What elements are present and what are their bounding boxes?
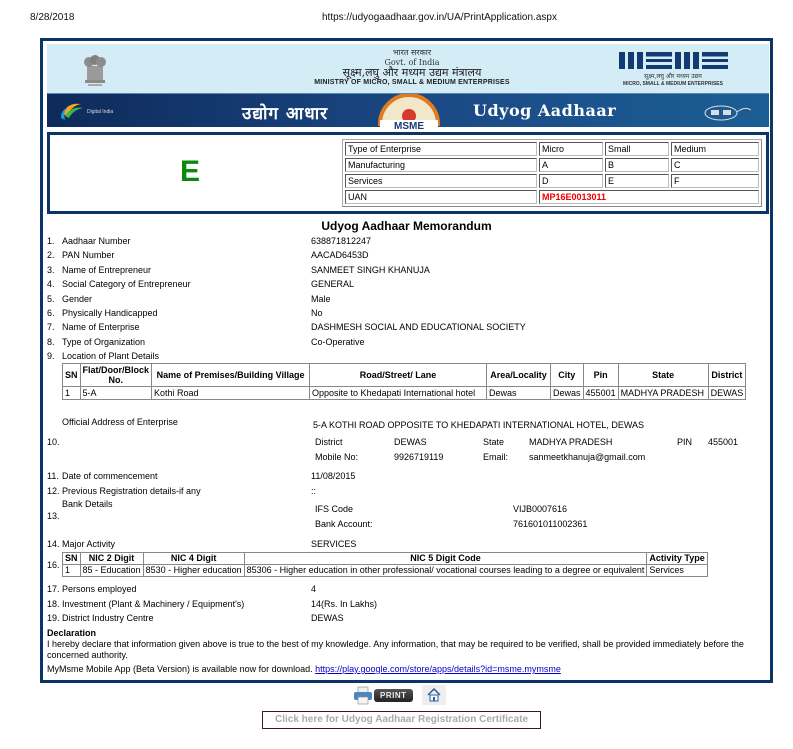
table-cell: 8530 - Higher education — [143, 565, 244, 577]
home-icon — [427, 688, 441, 702]
ministry-banner — [47, 44, 769, 93]
field-value: GENERAL — [311, 279, 355, 289]
national-emblem-icon — [75, 50, 115, 88]
pin-value: 455001 — [708, 437, 739, 447]
field-value: 4 — [311, 584, 317, 594]
field-number: 14. — [47, 539, 60, 549]
column-header: Activity Type — [647, 553, 707, 565]
table-cell: Kothi Road — [152, 387, 310, 400]
table-cell: Manufacturing — [345, 158, 537, 172]
table-cell: Services — [647, 565, 707, 577]
field-value: 638871812247 — [311, 236, 372, 246]
column-header: City — [551, 364, 584, 387]
field-value: DASHMESH SOCIAL AND EDUCATIONAL SOCIETY — [311, 322, 526, 332]
table-cell: Type of Enterprise — [345, 142, 537, 156]
msme-sub-english: MICRO, SMALL & MEDIUM ENTERPRISES — [623, 81, 723, 87]
print-header — [0, 12, 793, 26]
table-cell: DEWAS — [708, 387, 746, 400]
email-value: sanmeetkhanuja@gmail.com — [529, 452, 646, 462]
ifs-label: IFS Code — [315, 504, 354, 514]
table-cell: D — [539, 174, 603, 188]
field-value: No — [311, 308, 323, 318]
pin-label: PIN — [677, 437, 693, 447]
app-notice-text: MyMsme Mobile App (Beta Version) is available now for download. — [47, 664, 316, 674]
column-header: Area/Locality — [487, 364, 551, 387]
field-label: Previous Registration details-if any — [62, 486, 201, 496]
table-row — [345, 158, 759, 172]
column-header: NIC 5 Digit Code — [244, 553, 647, 565]
field-number: 2. — [47, 250, 55, 260]
table-cell: 85 - Education — [80, 565, 143, 577]
field-value: DEWAS — [311, 613, 344, 623]
field-value: Male — [311, 294, 331, 304]
msme-wordmark-icon — [603, 52, 743, 69]
ifs-value: VIJB0007616 — [513, 504, 568, 514]
column-header: District — [708, 364, 746, 387]
cloud-logo-icon — [701, 102, 753, 122]
field-label: Social Category of Entrepreneur — [62, 279, 191, 289]
field-number: 7. — [47, 322, 55, 332]
field-number: 8. — [47, 337, 55, 347]
table-cell: B — [605, 158, 669, 172]
email-label: Email: — [483, 452, 509, 462]
app-notice — [47, 664, 561, 674]
field-value: SERVICES — [311, 539, 357, 549]
table-cell: 455001 — [583, 387, 618, 400]
field-label: Investment (Plant & Machinery / Equipment's) — [62, 599, 245, 609]
table-cell: E — [605, 174, 669, 188]
gov-english: Govt. of India — [384, 58, 440, 67]
enterprise-category-letter: E — [180, 155, 201, 188]
udyog-aadhaar-english: Udyog Aadhaar — [473, 101, 617, 120]
table-cell: Services — [345, 174, 537, 188]
udyog-aadhaar-hindi: उद्योग आधार — [242, 104, 329, 124]
field-number: 12. — [47, 486, 60, 496]
table-row — [345, 142, 759, 156]
column-header: Road/Street/ Lane — [310, 364, 487, 387]
nic-code-table — [62, 552, 708, 577]
column-header: SN — [63, 364, 81, 387]
table-cell: Opposite to Khedapati International hotel — [310, 387, 487, 400]
gov-hindi: भारत सरकार — [392, 48, 432, 57]
field-number: 10. — [47, 437, 60, 447]
field-label: Location of Plant Details — [62, 351, 160, 361]
field-number: 9. — [47, 351, 55, 361]
bank-account-value: 761601011002361 — [513, 519, 588, 529]
field-label: Persons employed — [62, 584, 137, 594]
column-header: SN — [63, 553, 81, 565]
state-value: MADHYA PRADESH — [529, 437, 613, 447]
printer-icon — [353, 685, 373, 705]
district-label: District — [315, 437, 343, 447]
table-row — [63, 565, 708, 577]
msme-sub-hindi: सूक्ष्म,लघु और मध्यम उद्यम — [644, 73, 702, 80]
ministry-hindi: सूक्ष्म,लघु और मध्यम उद्यम मंत्रालय — [342, 66, 482, 79]
table-row — [63, 387, 746, 400]
column-header: NIC 4 Digit — [143, 553, 244, 565]
table-cell: Medium — [671, 142, 759, 156]
enterprise-type-table — [342, 139, 762, 207]
field-value: Co-Operative — [311, 337, 365, 347]
field-label: Type of Organization — [62, 337, 146, 347]
field-label: Major Activity — [62, 539, 116, 549]
table-cell: Dewas — [551, 387, 584, 400]
print-label: PRINT — [374, 689, 413, 702]
field-number: 3. — [47, 265, 55, 275]
uan-value: MP16E0013011 — [539, 190, 759, 204]
print-button[interactable] — [353, 685, 419, 705]
table-cell: Small — [605, 142, 669, 156]
table-row — [345, 174, 759, 188]
table-row — [345, 190, 759, 204]
field-label: Date of commencement — [62, 471, 158, 481]
field-number: 4. — [47, 279, 55, 289]
column-header: Name of Premises/Building Village — [152, 364, 310, 387]
official-address: 5-A KOTHI ROAD OPPOSITE TO KHEDAPATI INTERNATIONAL HOTEL, DEWAS — [313, 420, 645, 430]
column-header: NIC 2 Digit — [80, 553, 143, 565]
field-label: District Industry Centre — [62, 613, 154, 623]
field-number: 1. — [47, 236, 55, 246]
field-number: 6. — [47, 308, 55, 318]
print-url: https://udyogaadhaar.gov.in/UA/PrintApplication.aspx — [322, 12, 557, 23]
district-value: DEWAS — [394, 437, 427, 447]
ministry-english: MINISTRY OF MICRO, SMALL & MEDIUM ENTERPRISES — [314, 79, 510, 86]
field-label: Name of Entrepreneur — [62, 265, 152, 275]
field-label: PAN Number — [62, 250, 115, 260]
column-header: Pin — [583, 364, 618, 387]
mobile-value: 9926719119 — [394, 452, 444, 462]
table-header-row — [63, 364, 746, 387]
field-label: Official Address of Enterprise — [62, 417, 178, 427]
field-value: 11/08/2015 — [311, 471, 356, 481]
field-number: 5. — [47, 294, 55, 304]
field-value: 14(Rs. In Lakhs) — [311, 599, 378, 609]
field-number: 17. — [47, 584, 60, 594]
table-header-row — [63, 553, 708, 565]
column-header: State — [618, 364, 708, 387]
table-cell: F — [671, 174, 759, 188]
table-cell: C — [671, 158, 759, 172]
field-label: Physically Handicapped — [62, 308, 158, 318]
field-number: 18. — [47, 599, 60, 609]
field-label: Bank Details — [62, 499, 113, 509]
udyog-aadhaar-bar — [47, 93, 769, 130]
table-cell: 1 — [63, 565, 81, 577]
table-cell: 5-A — [80, 387, 152, 400]
field-value: SANMEET SINGH KHANUJA — [311, 265, 430, 275]
udyog-aadhaar-msme-logo-icon — [374, 94, 444, 130]
field-number: 13. — [47, 511, 60, 521]
declaration-text: I hereby declare that information given above is true to the best of my knowledge. Any information, that may be required to be verified, shall be provided immediately before the concerned authority. — [47, 639, 744, 660]
play-store-link[interactable]: https://play.google.com/store/apps/details?id=msme.mymsme — [315, 664, 561, 674]
table-cell: Dewas — [487, 387, 551, 400]
uan-label: UAN — [345, 190, 537, 204]
field-number: 16. — [47, 560, 60, 570]
field-label: Name of Enterprise — [62, 322, 140, 332]
field-number: 19. — [47, 613, 60, 623]
field-value: :: — [311, 486, 317, 496]
plant-location-table — [62, 363, 746, 400]
table-cell: Micro — [539, 142, 603, 156]
registration-certificate-button[interactable]: Click here for Udyog Aadhaar Registration Certificate — [262, 711, 541, 729]
application-frame — [40, 38, 773, 683]
msme-logo-text: MSME — [394, 121, 424, 130]
field-label: Aadhaar Number — [62, 236, 131, 246]
memorandum-title: Udyog Aadhaar Memorandum — [321, 219, 492, 233]
home-button[interactable] — [422, 685, 446, 705]
digital-india-text: Digital India — [87, 109, 114, 115]
mobile-label: Mobile No: — [315, 452, 359, 462]
table-cell: A — [539, 158, 603, 172]
field-number: 11. — [47, 471, 59, 481]
msme-logo — [603, 52, 743, 87]
field-label: Gender — [62, 294, 93, 304]
table-cell: 1 — [63, 387, 81, 400]
declaration-heading: Declaration — [47, 628, 97, 638]
ministry-text — [247, 48, 577, 88]
column-header: Flat/Door/Block No. — [80, 364, 152, 387]
print-date: 8/28/2018 — [30, 12, 75, 23]
table-cell: 85306 - Higher education in other professional/ vocational courses leading to a degree or equivalent — [244, 565, 647, 577]
table-cell: MADHYA PRADESH — [618, 387, 708, 400]
bank-account-label: Bank Account: — [315, 519, 373, 529]
field-value: AACAD6453D — [311, 250, 369, 260]
state-label: State — [483, 437, 505, 447]
enterprise-type-box — [47, 132, 769, 214]
